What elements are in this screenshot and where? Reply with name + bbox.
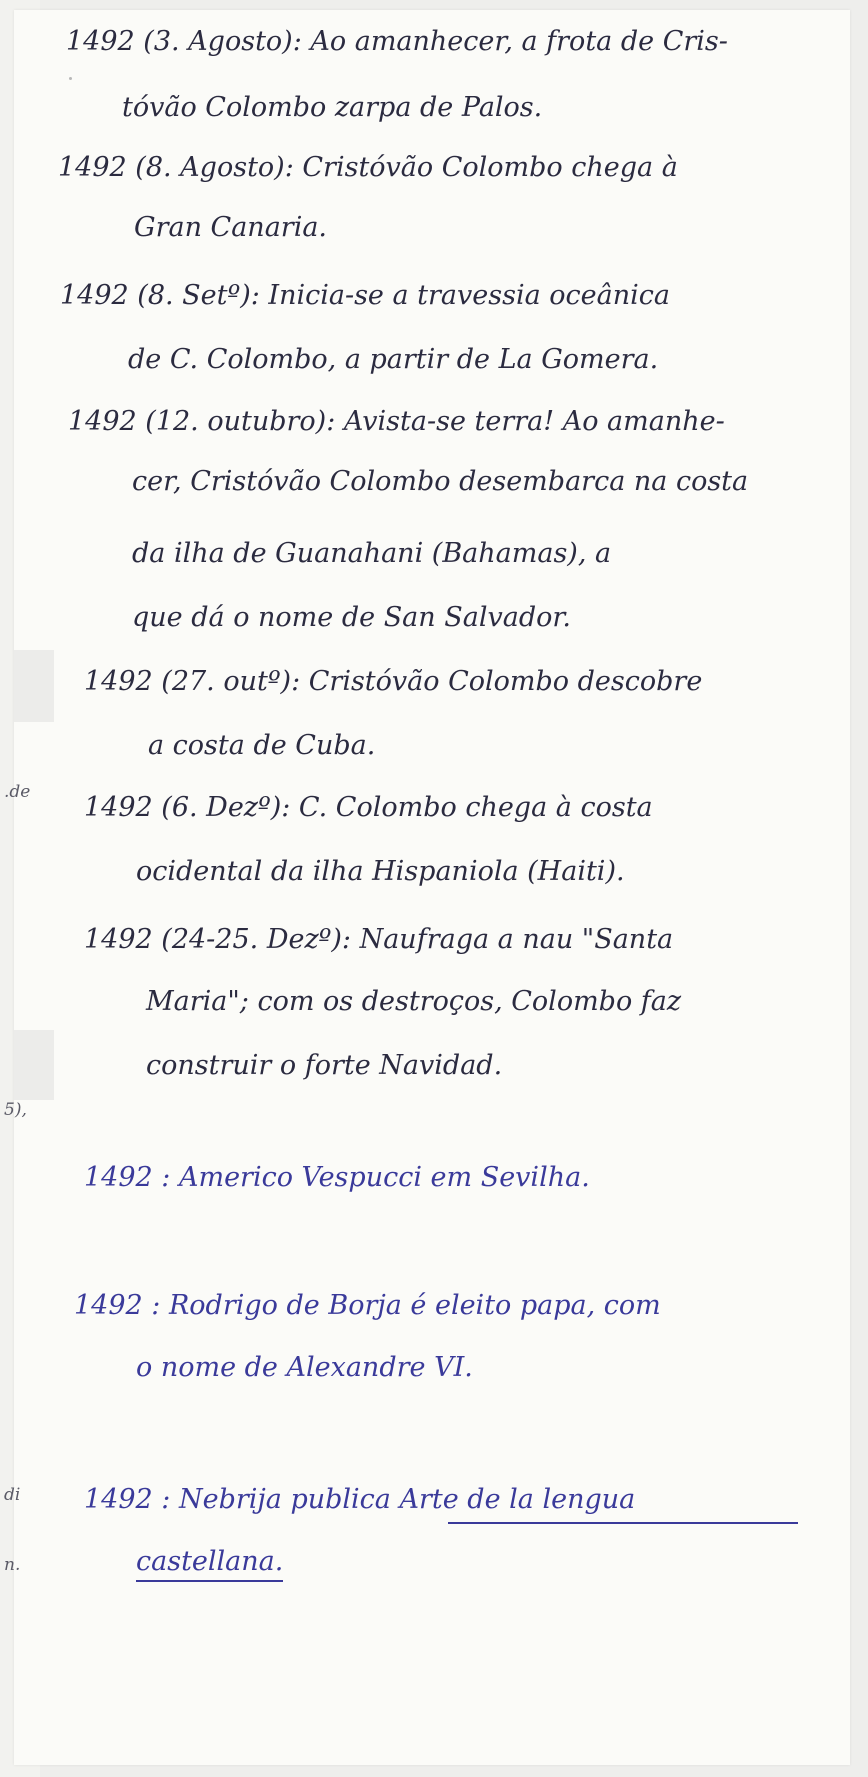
entry-line: 1492 : Americo Vespucci em Sevilha. xyxy=(84,1162,590,1193)
entry-line: Gran Canaria. xyxy=(134,212,328,243)
entry-line: de C. Colombo, a partir de La Gomera. xyxy=(128,344,659,375)
entry-line: 1492 (8. Agosto): Cristóvão Colombo chega à xyxy=(58,152,678,183)
margin-note: 5), xyxy=(4,1100,27,1120)
entry-line: o nome de Alexandre VI. xyxy=(136,1352,473,1383)
margin-note: .de xyxy=(4,782,31,802)
entry-line: 1492 (6. Dezº): C. Colombo chega à costa xyxy=(84,792,653,823)
title-underline xyxy=(448,1522,798,1524)
entry-line: a costa de Cuba. xyxy=(148,730,376,761)
margin-note: di xyxy=(4,1485,21,1505)
entry-line: 1492 : Nebrija publica Arte de la lengua xyxy=(84,1484,636,1515)
entry-line: 1492 (27. outº): Cristóvão Colombo descobre xyxy=(84,666,703,697)
entry-line: ocidental da ilha Hispaniola (Haiti). xyxy=(136,856,625,887)
entry-line: 1492 (12. outubro): Avista-se terra! Ao amanhe- xyxy=(68,406,725,437)
entry-line: 1492 (3. Agosto): Ao amanhecer, a frota de Cris- xyxy=(66,26,728,57)
scan-shadow xyxy=(14,1030,54,1100)
entry-line: tóvão Colombo zarpa de Palos. xyxy=(122,92,543,123)
entry-line: que dá o nome de San Salvador. xyxy=(132,602,571,633)
entry-line: 1492 (8. Setº): Inicia-se a travessia oceânica xyxy=(60,280,670,311)
paper-speck xyxy=(69,77,72,80)
entry-line: 1492 (24-25. Dezº): Naufraga a nau "Santa xyxy=(84,924,674,955)
entry-line: construir o forte Navidad. xyxy=(146,1050,503,1081)
entry-line: cer, Cristóvão Colombo desembarca na costa xyxy=(132,466,749,497)
entry-line: 1492 : Rodrigo de Borja é eleito papa, com xyxy=(74,1290,661,1321)
margin-note: n. xyxy=(4,1555,21,1575)
scan-shadow xyxy=(14,650,54,722)
entry-line: castellana. xyxy=(136,1546,283,1582)
entry-line: Maria"; com os destroços, Colombo faz xyxy=(146,986,682,1017)
entry-line: da ilha de Guanahani (Bahamas), a xyxy=(132,538,612,569)
